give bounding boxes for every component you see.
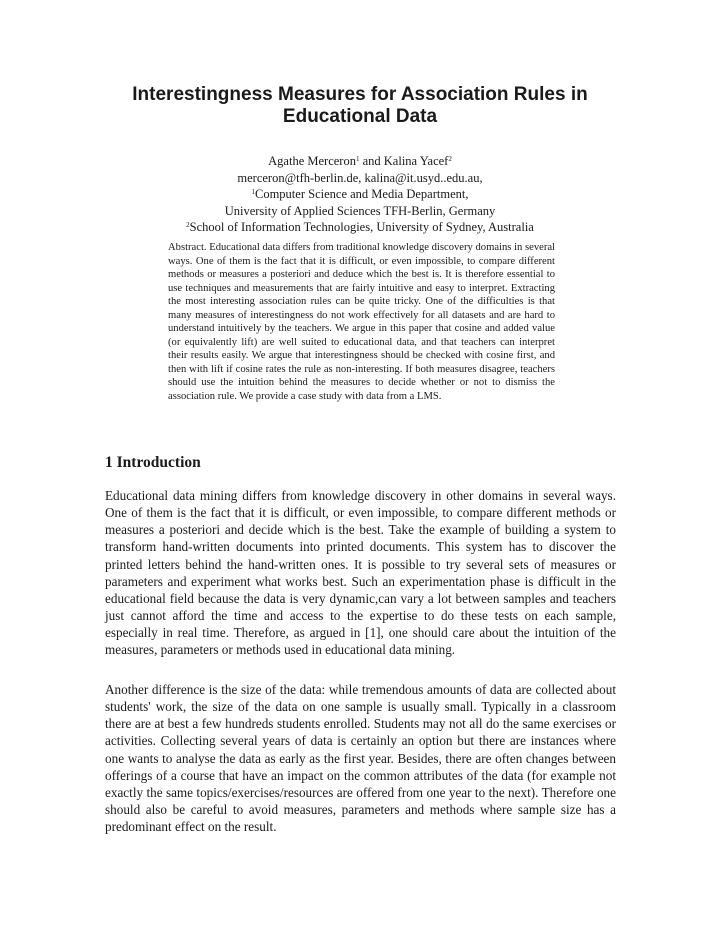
author-2-affiliation-marker: 2 <box>448 155 452 163</box>
paper-title-line-1: Interestingness Measures for Association Rules in <box>132 84 588 105</box>
author-names <box>110 153 610 170</box>
affiliation-2-marker: 2 <box>186 221 190 229</box>
body-paragraph-1: Educational data mining differs from knowledge discovery in other domains in several ways. One of them is the fact that it is difficult, or even impossible, to compare different methods or measures a posteriori and decide which is the best. Take the example of building a system to transform hand-written documents into printed documents. This system has to discover the printed letters behind the hand-written ones. It is possible to try several sets of measures or parameters and experiment what works best. Such an experimentation phase is difficult in the educational field because the data is very dynamic,can vary a lot between samples and teachers just cannot afford the time and access to the expertise to do these tests on each sample, especially in real time. Therefore, as argued in [1], one should care about the intuition of the measures, parameters or methods used in educational data mining. <box>105 488 616 658</box>
paper-title <box>100 84 620 128</box>
abstract: Abstract. Educational data differs from traditional knowledge discovery domains in several ways. One of them is the fact that it is difficult, or even impossible, to compare different methods or measures a posteriori and deduce which the best is. It is therefore essential to use techniques and measurements that are fairly intuitive and easy to interpret. Extracting the most interesting association rules can be quite tricky. One of the difficulties is that many measures of interestingness do not work effectively for all datasets and are hard to understand intuitively by the teachers. We argue in this paper that cosine and added value (or equivalently lift) are well suited to educational data, and that teachers can interpret their results easily. We argue that interestingness should be checked with cosine first, and then with lift if cosine rates the rule as non-interesting. If both measures disagree, teachers should use the intuition behind the measures to decide whether or not to dismiss the association rule. We provide a case study with data from a LMS. <box>168 242 555 403</box>
author-2-name: and Kalina Yacef <box>359 154 449 168</box>
affiliation-2 <box>110 219 610 236</box>
affiliation-2-text: School of Information Technologies, University of Sydney, Australia <box>189 220 534 234</box>
affiliation-1-department: Computer Science and Media Department, <box>255 187 469 201</box>
affiliation-1-line-1 <box>110 186 610 203</box>
affiliation-1-marker: 1 <box>251 188 255 196</box>
section-heading-introduction: 1 Introduction <box>105 454 201 471</box>
author-1-affiliation-marker: 1 <box>355 155 360 163</box>
author-block <box>110 153 610 236</box>
body-paragraph-2: Another difference is the size of the data: while tremendous amounts of data are collected about students' work, the size of the data on one sample is usually small. Typically in a classroom there are at best a few hundreds students enrolled. Students may not all do the same exercises or activities. Collecting several years of data is certainly an option but there are instances where one wants to analyse the data as early as the first year. Besides, there are often changes between offerings of a course that have an impact on the common attributes of the data (for example not exactly the same topics/exercises/resources are offered from one year to the next). Therefore one should also be careful to avoid measures, parameters and methods where sample size has a predominant effect on the result. <box>105 682 616 835</box>
paper-title-line-2: Educational Data <box>282 106 438 127</box>
author-emails: merceron@tfh-berlin.de, kalina@it.usyd..edu.au, <box>237 170 483 185</box>
author-1-name: Agathe Merceron <box>268 154 356 168</box>
affiliation-1-line-2: University of Applied Sciences TFH-Berlin, Germany <box>224 203 496 218</box>
